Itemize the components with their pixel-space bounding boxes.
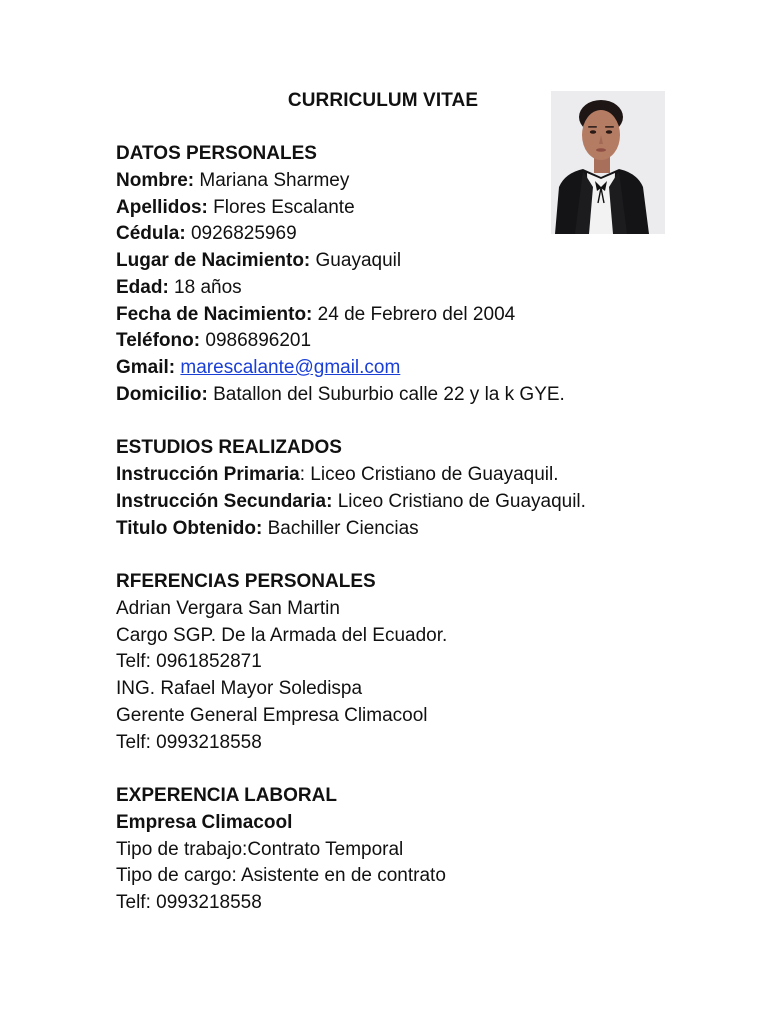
field-value: Mariana Sharmey [194, 169, 350, 191]
section-heading-personal: DATOS PERSONALES [116, 143, 317, 164]
field-label: Titulo Obtenido: [116, 517, 263, 539]
field-primaria [116, 462, 676, 489]
reference-line: Telf: 0993218558 [116, 731, 262, 753]
field-cedula [116, 221, 676, 248]
section-spacer [116, 756, 676, 783]
reference-line: ING. Rafael Mayor Soledispa [116, 678, 363, 699]
field-apellidos [116, 195, 676, 222]
field-label: Instrucción Primaria [116, 464, 300, 485]
field-fecha-nacimiento [116, 302, 676, 329]
field-label: Nombre: [116, 169, 195, 191]
section-heading-experience: EXPERENCIA LABORAL [116, 785, 337, 806]
field-value: Bachiller Ciencias [262, 517, 419, 539]
field-domicilio [116, 382, 676, 409]
field-value: Flores Escalante [207, 196, 355, 218]
field-edad [116, 275, 676, 302]
field-label: Gmail: [116, 357, 176, 378]
field-lugar-nacimiento [116, 248, 676, 275]
experience-line: Tipo de trabajo:Contrato Temporal [116, 838, 404, 860]
field-value: 0926825969 [185, 223, 297, 245]
field-titulo [116, 516, 676, 543]
reference-line: Adrian Vergara San Martin [116, 597, 340, 619]
field-label: Teléfono: [116, 330, 201, 352]
field-value: 18 años [168, 276, 242, 298]
field-label: Fecha de Nacimiento: [116, 303, 313, 325]
field-value: Batallon del Suburbio calle 22 y la k GYE. [207, 383, 565, 405]
reference-line: Gerente General Empresa Climacool [116, 704, 428, 726]
field-value: 24 de Febrero del 2004 [312, 303, 516, 325]
experience-company: Empresa Climacool [116, 811, 293, 833]
field-label: Domicilio: [116, 383, 208, 405]
field-gmail [116, 355, 676, 382]
section-heading-references: RFERENCIAS PERSONALES [116, 571, 376, 592]
email-link[interactable]: marescalante@gmail.com [180, 357, 401, 378]
field-label: Cédula: [116, 223, 186, 245]
field-label: Instrucción Secundaria: [116, 490, 333, 512]
experience-line: Tipo de cargo: Asistente en de contrato [116, 865, 446, 887]
field-telefono [116, 328, 676, 355]
field-nombre [116, 168, 676, 195]
field-label: Lugar de Nacimiento: [116, 250, 311, 271]
field-secundaria [116, 489, 676, 516]
section-heading-studies: ESTUDIOS REALIZADOS [116, 437, 342, 459]
field-value: Liceo Cristiano de Guayaquil. [332, 490, 586, 512]
field-label: Apellidos: [116, 196, 208, 218]
field-value: 0986896201 [200, 330, 312, 352]
field-value: : Liceo Cristiano de Guayaquil. [299, 464, 559, 485]
field-label: Edad: [116, 276, 169, 298]
reference-line: Telf: 0961852871 [116, 651, 262, 673]
cv-content [116, 141, 676, 917]
document-title: CURRICULUM VITAE [287, 90, 479, 111]
field-value: Guayaquil [310, 250, 402, 271]
reference-line: Cargo SGP. De la Armada del Ecuador. [116, 624, 448, 646]
section-spacer [116, 542, 676, 569]
section-spacer [116, 409, 676, 436]
experience-line: Telf: 0993218558 [116, 892, 262, 913]
